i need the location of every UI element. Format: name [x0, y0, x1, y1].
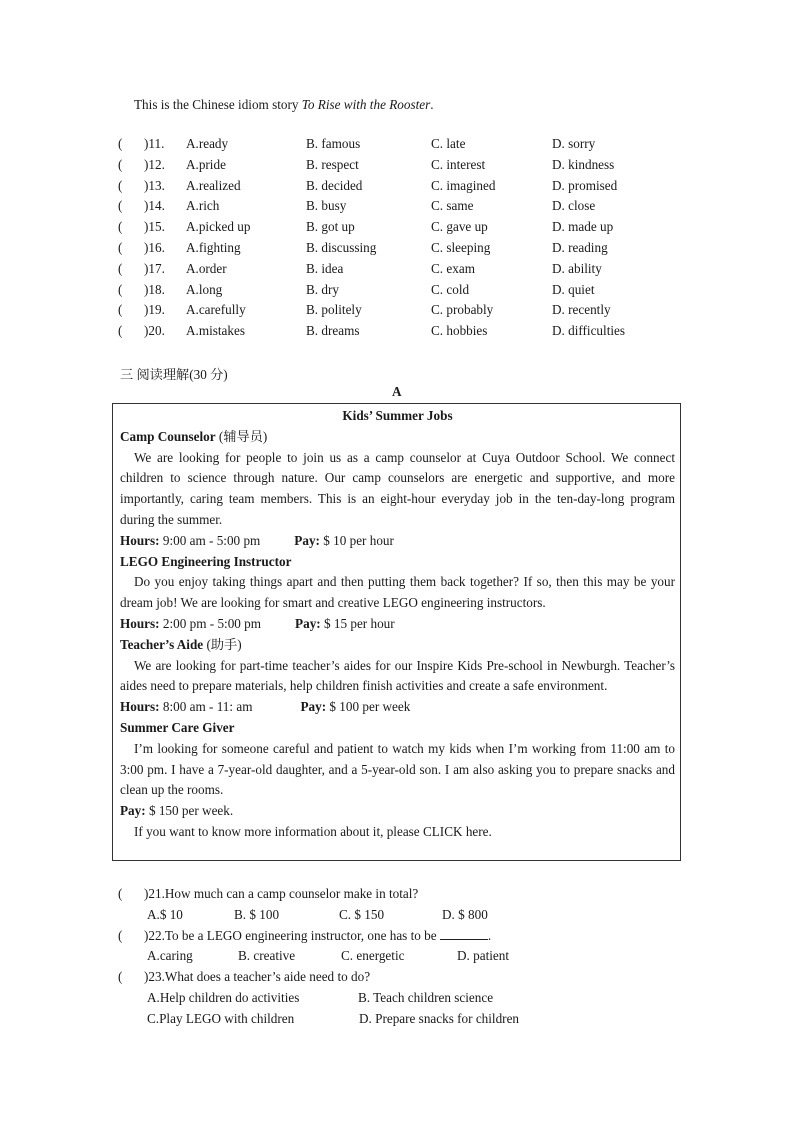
- cloze-row: [118, 322, 678, 343]
- answer-paren: (: [118, 281, 123, 297]
- job-camp-heading: [120, 427, 675, 448]
- option-a: A.Help children do activities: [147, 989, 300, 1005]
- option-d: D. kindness: [552, 156, 615, 172]
- pay-label: Pay:: [294, 532, 320, 548]
- job-aide-hours: 8:00 am - 11: am: [159, 699, 253, 715]
- question-stem: )21.How much can a camp counselor make in total?: [144, 886, 419, 901]
- answer-paren: (: [118, 219, 123, 235]
- option-b: B. idea: [306, 260, 344, 276]
- question-number: )19.: [144, 302, 165, 318]
- option-a: A.ready: [186, 136, 229, 151]
- question-22: [118, 926, 678, 947]
- passage-box: [112, 403, 681, 861]
- question-number: )17.: [144, 260, 165, 276]
- option-d: D. $ 800: [442, 906, 488, 922]
- cloze-row: [118, 301, 678, 322]
- question-stem: )23.What does a teacher’s aide need to do?: [144, 969, 371, 985]
- question-number: )13.: [144, 177, 165, 193]
- job-camp-hours: 9:00 am - 5:00 pm: [159, 532, 261, 548]
- job-lego-text: Do you enjoy taking things apart and then putting them back together? If so, then this may be your dream job! We are looking for smart and creative LEGO engineering instructors.: [120, 574, 675, 611]
- answer-paren: (: [118, 927, 123, 943]
- cloze-row: [118, 135, 678, 156]
- option-d: D. sorry: [552, 136, 596, 151]
- answer-paren: (: [118, 198, 123, 214]
- intro-suffix: .: [430, 97, 434, 112]
- option-a: A.realized: [186, 177, 241, 193]
- option-c: C. probably: [431, 302, 494, 318]
- option-d: D. quiet: [552, 281, 595, 297]
- pay-label: Pay:: [120, 803, 146, 819]
- job-lego-hours: 2:00 pm - 5:00 pm: [159, 615, 262, 631]
- option-b: B. Teach children science: [358, 989, 494, 1005]
- passage-title: Kids’ Summer Jobs: [342, 408, 453, 423]
- job-aide-meta: [120, 697, 675, 718]
- answer-blank[interactable]: [440, 926, 488, 940]
- question-21: [118, 884, 678, 905]
- question-number: )20.: [144, 323, 165, 339]
- answer-paren: (: [118, 239, 123, 255]
- answer-paren: (: [118, 323, 123, 339]
- question-21-options: [118, 905, 678, 926]
- question-23-options-1: [118, 988, 678, 1009]
- option-a: A.fighting: [186, 239, 241, 255]
- pay-label: Pay:: [300, 699, 327, 715]
- option-d: D. promised: [552, 177, 618, 193]
- option-a: A.picked up: [186, 219, 251, 235]
- option-a: A.carefully: [186, 302, 246, 318]
- intro-story-title: To Rise with the Rooster: [301, 97, 431, 112]
- hours-label: Hours:: [120, 699, 160, 715]
- job-care-meta: [120, 801, 675, 822]
- job-lego-meta: [120, 614, 675, 635]
- option-a: A.$ 10: [147, 906, 183, 922]
- option-b: B. decided: [306, 177, 363, 193]
- answer-paren: (: [118, 260, 123, 276]
- option-c: C. cold: [431, 281, 470, 297]
- job-lego-title: LEGO Engineering Instructor: [120, 553, 292, 569]
- option-d: D. difficulties: [552, 323, 626, 339]
- option-b: B. $ 100: [234, 906, 280, 922]
- option-a: A.rich: [186, 198, 220, 214]
- job-aide-heading: [120, 635, 675, 656]
- option-b: B. dry: [306, 281, 339, 297]
- option-c: C. energetic: [341, 948, 405, 964]
- cloze-row: [118, 239, 678, 260]
- option-a: A.pride: [186, 156, 226, 172]
- option-b: B. respect: [306, 156, 359, 172]
- answer-paren: (: [118, 886, 123, 901]
- question-number: )16.: [144, 239, 165, 255]
- option-a: A.order: [186, 260, 227, 276]
- option-c: C. $ 150: [339, 906, 385, 922]
- option-c: C. same: [431, 198, 474, 214]
- job-camp-text: We are looking for people to join us as a camp counselor at Cuya Outdoor School. We connect children to science through nature. Our camp counselors are energetic and supportive, and more importantly, caring team members. This is an eight-hour everyday job in the ten-day-long program during the summer.: [120, 449, 675, 527]
- answer-paren: (: [118, 302, 123, 318]
- question-number: )11.: [144, 136, 165, 151]
- option-a: A.caring: [147, 948, 193, 964]
- option-b: B. discussing: [306, 239, 377, 255]
- hours-label: Hours:: [120, 532, 160, 548]
- option-a: A.long: [186, 281, 223, 297]
- cloze-row: [118, 260, 678, 281]
- cloze-row: [118, 197, 678, 218]
- intro-sentence: [134, 97, 434, 113]
- question-23: [118, 967, 678, 988]
- question-tail: .: [487, 927, 492, 943]
- answer-paren: (: [118, 136, 123, 151]
- question-number: )12.: [144, 156, 165, 172]
- option-b: B. famous: [306, 136, 361, 151]
- option-c: C. exam: [431, 260, 475, 276]
- question-22-options: [118, 946, 678, 967]
- option-c: C. interest: [431, 156, 486, 172]
- job-aide-text: We are looking for part-time teacher’s aides for our Inspire Kids Pre-school in Newburgh. Teacher’s aides need to prepare materials, help children finish activities and create a safe environment.: [120, 657, 675, 694]
- passage-footer: If you want to know more information about it, please CLICK here.: [134, 823, 492, 839]
- option-c: C. gave up: [431, 219, 488, 235]
- option-d: D. patient: [457, 948, 510, 964]
- job-care-text: I’m looking for someone careful and patient to watch my kids when I’m working from 11:00 am to 3:00 pm. I have a 7-year-old daughter, and a 5-year-old son. I am also asking you to prepare snacks and clean up the rooms.: [120, 740, 675, 798]
- option-c: C. hobbies: [431, 323, 488, 339]
- job-camp-cn: (辅导员): [215, 428, 268, 444]
- intro-prefix: This is the Chinese idiom story: [134, 97, 302, 112]
- answer-paren: (: [118, 969, 123, 985]
- job-camp-pay: $ 10 per hour: [319, 532, 394, 548]
- option-c: C. imagined: [431, 177, 496, 193]
- question-text: )22.To be a LEGO engineering instructor, one has to be: [144, 927, 437, 943]
- option-d: D. Prepare snacks for children: [359, 1010, 520, 1026]
- cloze-row: [118, 218, 678, 239]
- option-c: C.Play LEGO with children: [147, 1010, 295, 1026]
- questions-block: [118, 884, 678, 1030]
- cloze-row: [118, 281, 678, 302]
- passage-label: A: [392, 384, 402, 399]
- cloze-row: [118, 177, 678, 198]
- option-b: B. dreams: [306, 323, 360, 339]
- section-title: 三 阅读理解(30 分): [120, 367, 228, 382]
- hours-label: Hours:: [120, 615, 160, 631]
- option-b: B. busy: [306, 198, 347, 214]
- question-23-options-2: [118, 1009, 678, 1030]
- question-stem: [144, 926, 491, 947]
- option-b: B. creative: [238, 948, 296, 964]
- option-c: C. late: [431, 136, 466, 151]
- job-care-title: Summer Care Giver: [120, 719, 235, 735]
- job-aide-cn: (助手): [203, 636, 242, 652]
- option-c: C. sleeping: [431, 239, 491, 255]
- job-aide-title: Teacher’s Aide: [120, 636, 204, 652]
- pay-label: Pay:: [295, 615, 321, 631]
- question-number: )14.: [144, 198, 165, 214]
- job-care-pay: $ 150 per week.: [145, 803, 234, 819]
- job-camp-meta: [120, 531, 675, 552]
- option-b: B. politely: [306, 302, 362, 318]
- job-lego-pay: $ 15 per hour: [320, 615, 395, 631]
- question-number: )15.: [144, 219, 165, 235]
- option-d: D. close: [552, 198, 596, 214]
- job-camp-title: Camp Counselor: [120, 428, 216, 444]
- option-d: D. made up: [552, 219, 614, 235]
- option-d: D. recently: [552, 302, 611, 318]
- cloze-options-list: [118, 135, 678, 343]
- question-number: )18.: [144, 281, 165, 297]
- option-d: D. reading: [552, 239, 608, 255]
- option-d: D. ability: [552, 260, 602, 276]
- job-aide-pay: $ 100 per week: [326, 699, 411, 715]
- option-b: B. got up: [306, 219, 355, 235]
- cloze-row: [118, 156, 678, 177]
- answer-paren: (: [118, 177, 123, 193]
- option-a: A.mistakes: [186, 323, 245, 339]
- answer-paren: (: [118, 156, 123, 172]
